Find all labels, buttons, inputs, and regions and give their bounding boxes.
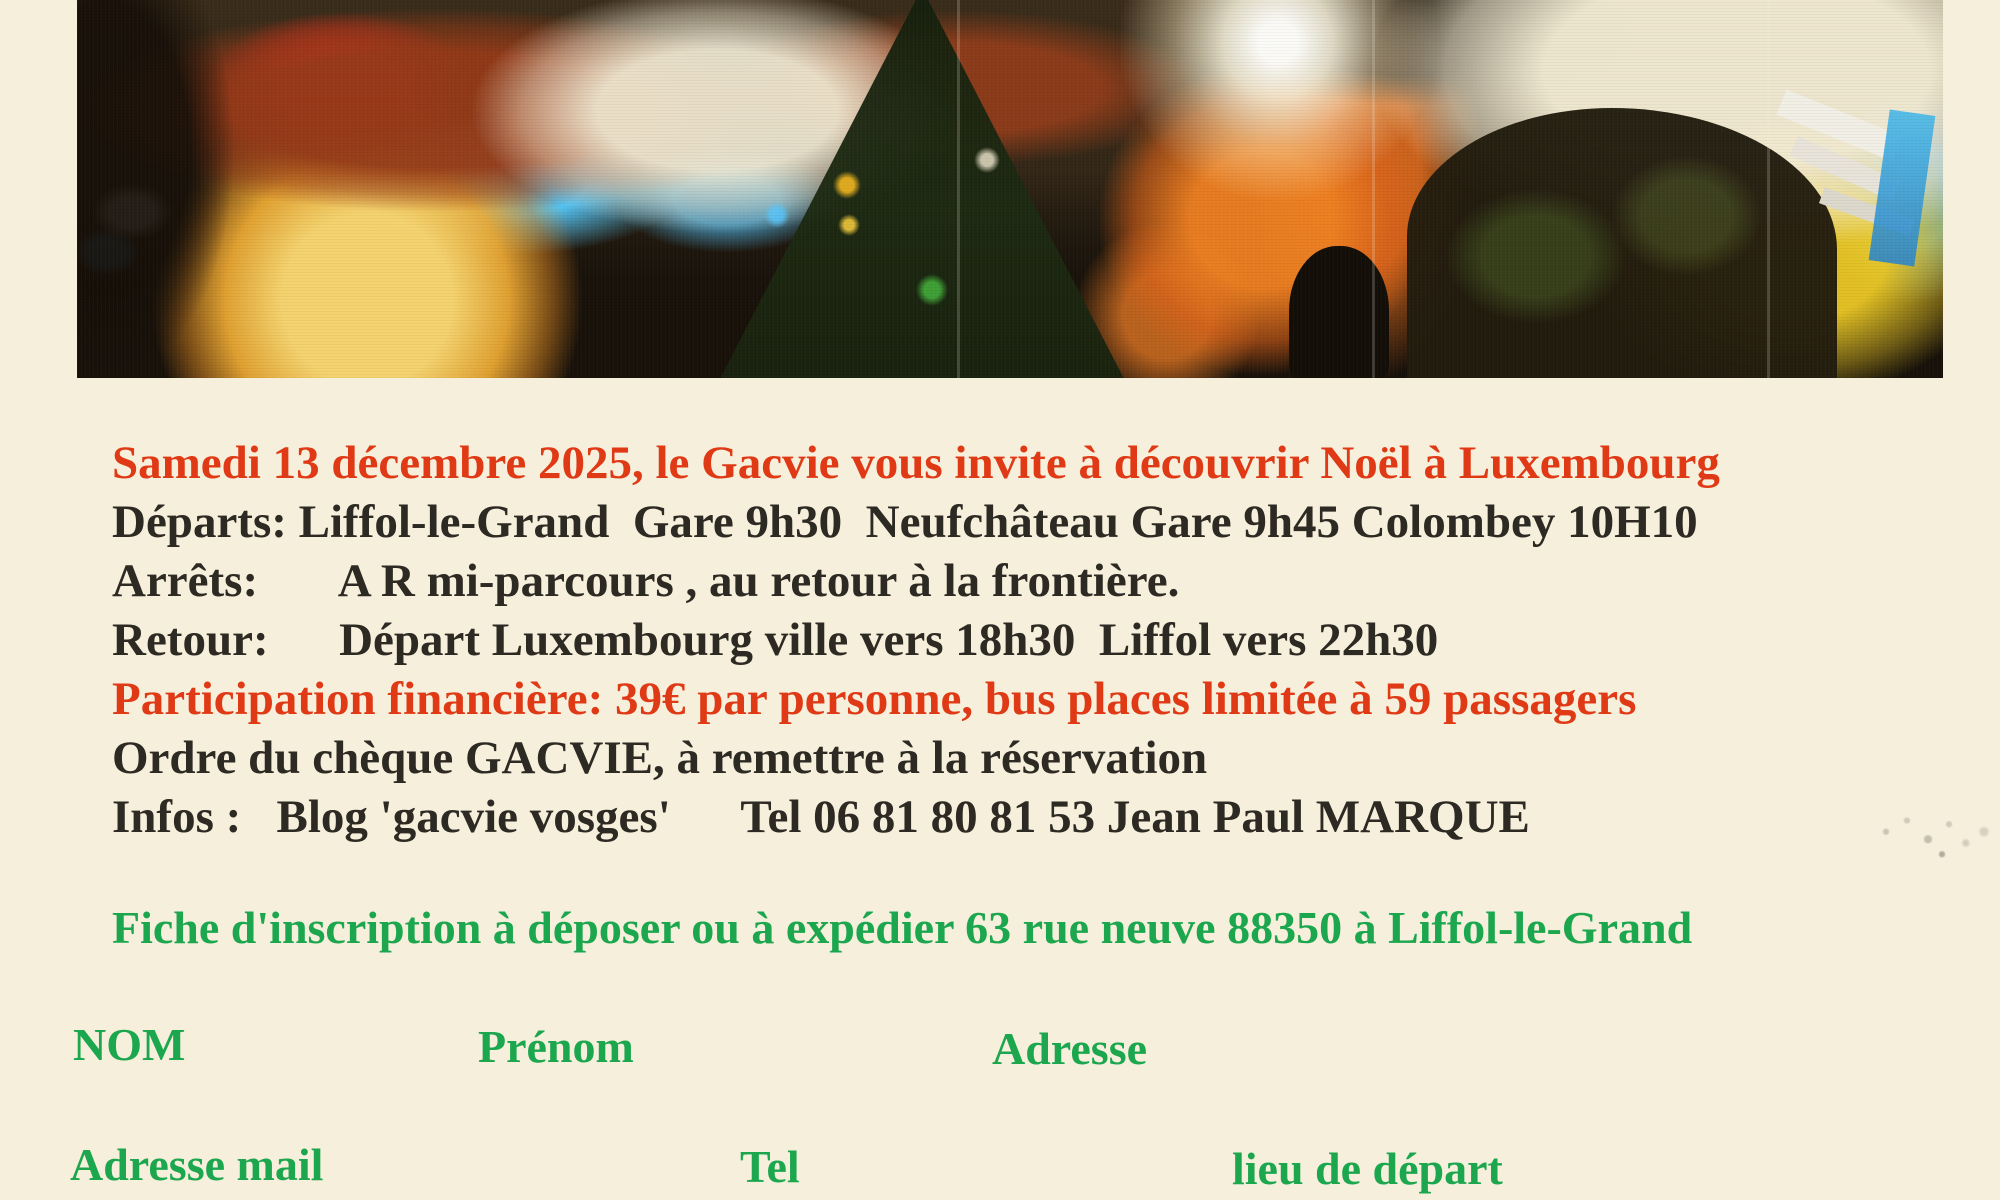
departs-line: Départs: Liffol-le-Grand Gare 9h30 Neufchâteau Gare 9h45 Colombey 10H10 [112,496,1698,548]
form-label-adresse: Adresse [992,1023,1148,1074]
ordre-cheque-line: Ordre du chèque GACVIE, à remettre à la réservation [112,732,1208,784]
market-photo [77,0,1943,378]
scan-grain [77,0,1943,378]
headline-invitation-line: Samedi 13 décembre 2025, le Gacvie vous invite à découvrir Noël à Luxembourg [112,437,1720,489]
scan-smudge [1865,798,2000,873]
retour-line: Retour: Départ Luxembourg ville vers 18h30 Liffol vers 22h30 [112,614,1439,666]
inscription-instruction: Fiche d'inscription à déposer ou à expédier 63 rue neuve 88350 à Liffol-le-Grand [112,902,1693,953]
form-label-nom: NOM [73,1019,186,1070]
infos-line: Infos : Blog 'gacvie vosges' Tel 06 81 80 81 53 Jean Paul MARQUE [112,791,1530,843]
form-label-adresse-mail: Adresse mail [70,1139,324,1190]
arrets-line: Arrêts: A R mi-parcours , au retour à la frontière. [112,555,1180,607]
form-label-prenom: Prénom [478,1021,634,1072]
trip-details [112,434,1932,847]
form-label-lieu-de-depart: lieu de départ [1232,1143,1503,1194]
form-label-tel: Tel [740,1141,800,1192]
participation-line: Participation financière: 39€ par personne, bus places limitée à 59 passagers [112,673,1637,725]
